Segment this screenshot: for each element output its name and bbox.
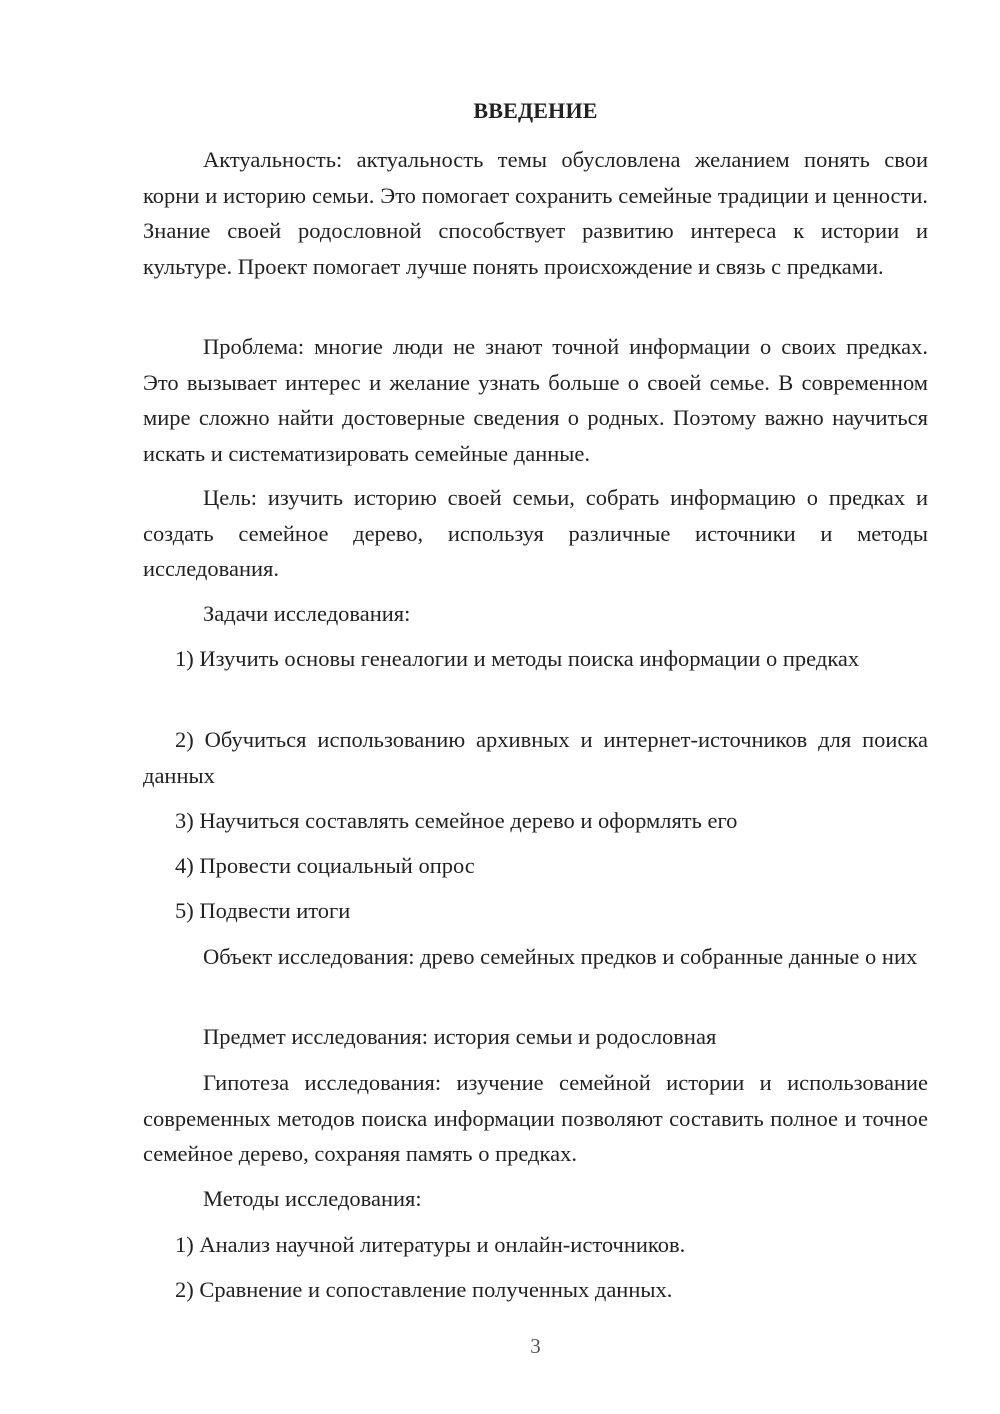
method-item-2: 2) Сравнение и сопоставление полученных данных. — [175, 1277, 673, 1302]
page-number: 3 — [530, 1334, 541, 1358]
method-item-1: 1) Анализ научной литературы и онлайн-источников. — [175, 1232, 686, 1257]
task-item-1: 1) Изучить основы генеалогии и методы поиска информации о предках — [175, 646, 860, 671]
paragraph-subject: Предмет исследования: история семьи и родословная — [203, 1024, 717, 1049]
section-title: ВВЕДЕНИЕ — [473, 98, 598, 123]
paragraph-relevance: Актуальность: актуальность темы обусловлена желанием понять свои корни и историю семьи. Это помогает сохранить семейные традиции и ценности. Знание своей родословной способствует развитию интереса к истории и культуре. Проект помогает лучше понять происхождение и связь с предками. — [143, 147, 928, 279]
paragraph-tasks-heading: Задачи исследования: — [203, 601, 411, 626]
paragraph-hypothesis: Гипотеза исследования: изучение семейной истории и использование современных методов поиска информации позволяют составить полное и точное семейное дерево, сохраняя память о предках. — [143, 1070, 928, 1166]
paragraph-methods-heading: Методы исследования: — [203, 1186, 422, 1211]
paragraph-problem: Проблема: многие люди не знают точной информации о своих предках. Это вызывает интерес и желание узнать больше о своей семье. В современном мире сложно найти достоверные сведения о родных. Поэтому важно научиться искать и систематизировать семейные данные. — [143, 334, 928, 466]
paragraph-goal: Цель: изучить историю своей семьи, собрать информацию о предках и создать семейное дерево, используя различные источники и методы исследования. — [143, 485, 928, 581]
paragraph-object: Объект исследования: древо семейных предков и собранные данные о них — [203, 944, 918, 969]
task-item-3: 3) Научиться составлять семейное дерево и оформлять его — [175, 808, 738, 833]
task-item-2: 2) Обучиться использованию архивных и интернет-источников для поиска данных — [143, 727, 928, 788]
task-item-5: 5) Подвести итоги — [175, 898, 351, 923]
task-item-4: 4) Провести социальный опрос — [175, 853, 475, 878]
